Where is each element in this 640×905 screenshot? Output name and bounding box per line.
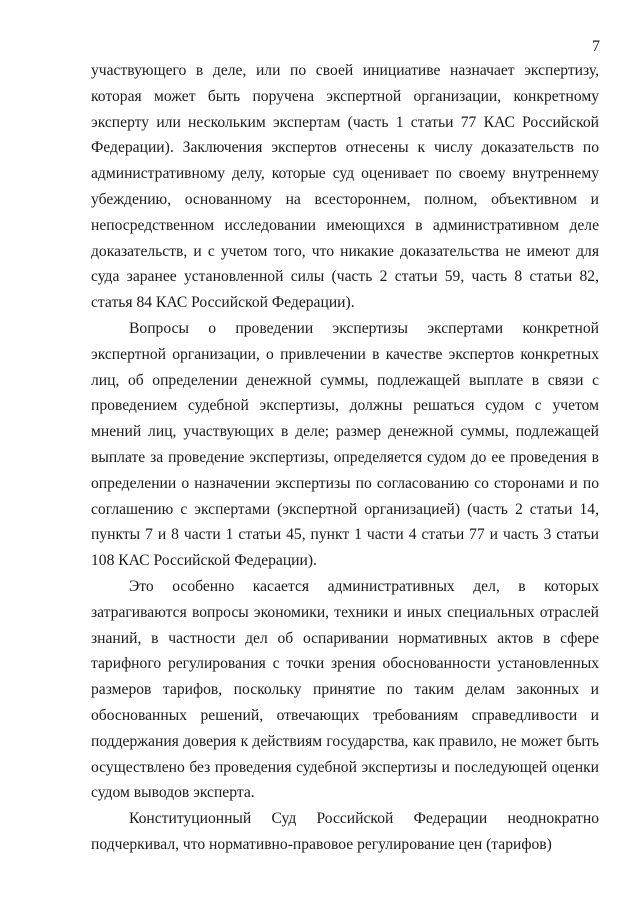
paragraph-2: Вопросы о проведении экспертизы экспертами конкретной экспертной организации, о привлечении в качестве экспертов конкретных лиц, об определении денежной суммы, подлежащей выплате в связи с проведением судебной экспертизы, должны решаться судом с учетом мнений лиц, участвующих в деле; размер денежной суммы, подлежащей выплате за проведение экспертизы, определяется судом до ее проведения в определении о назначении экспертизы по согласованию со сторонами и по соглашению с экспертами (экспертной организацией) (часть 2 статьи 14, пункты 7 и 8 части 1 статьи 45, пункт 1 части 4 статьи 77 и часть 3 статьи 108 КАС Российской Федерации). (91, 319, 599, 570)
page-number: 7 (592, 38, 600, 55)
paragraph-3: Это особенно касается административных дел, в которых затрагиваются вопросы экономики, техники и иных специальных отраслей знаний, в частности дел об оспаривании нормативных актов в сфере тарифного регулирования с точки зрения обоснованности установленных размеров тарифов, поскольку принятие по таким делам законных и обоснованных решений, отвечающих требованиям справедливости и поддержания доверия к действиям государства, как правило, не может быть осуществлено без проведения судебной экспертизы и последующей оценки судом выводов эксперта. (91, 577, 599, 802)
paragraph-4: Конституционный Суд Российской Федерации неоднократно подчеркивал, что нормативно-правовое регулирование цен (тарифов) (91, 810, 599, 853)
document-body (91, 58, 599, 858)
paragraph-1: участвующего в деле, или по своей инициативе назначает экспертизу, которая может быть поручена экспертной организации, конкретному эксперту или нескольким экспертам (часть 1 статьи 77 КАС Российской Федерации). Заключения экспертов отнесены к числу доказательств по административному делу, которые суд оценивает по своему внутреннему убеждению, основанному на всестороннем, полном, объективном и непосредственном исследовании имеющихся в административном деле доказательств, и с учетом того, что никакие доказательства не имеют для суда заранее установленной силы (часть 2 статьи 59, часть 8 статьи 82, статья 84 КАС Российской Федерации). (91, 62, 599, 312)
